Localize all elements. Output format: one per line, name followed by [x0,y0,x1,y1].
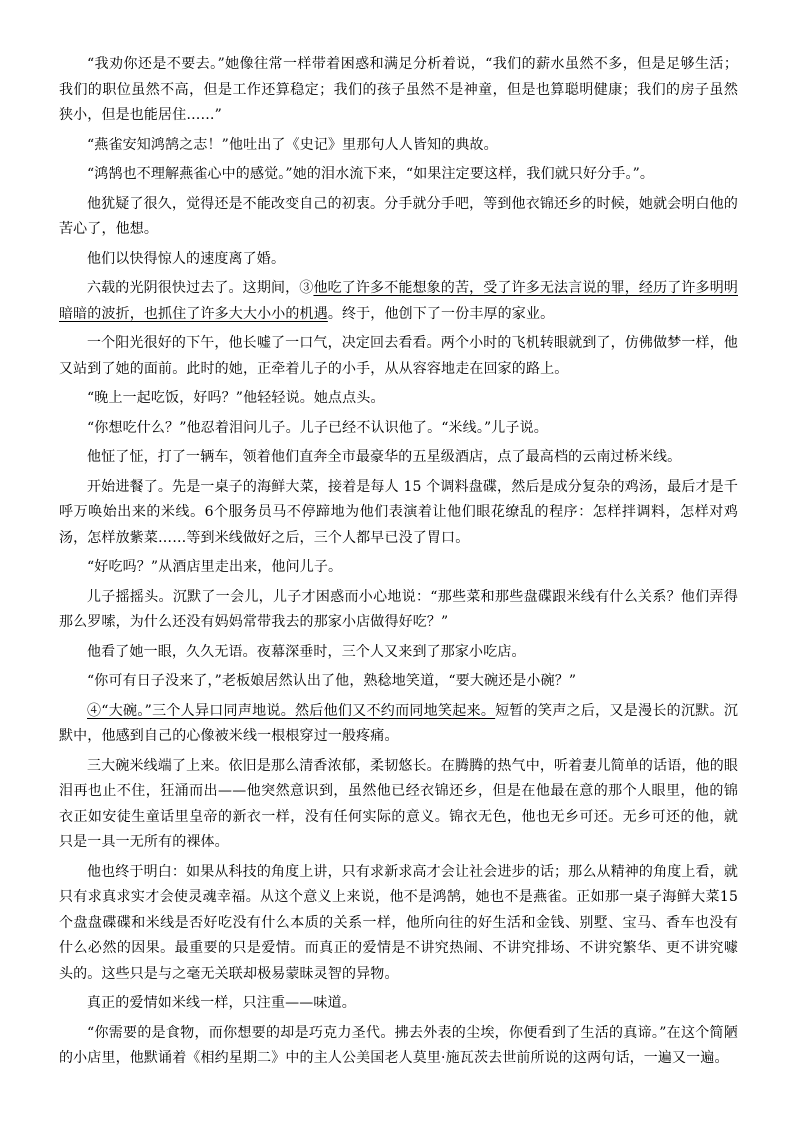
text-segment: “燕雀安知鸿鹄之志！”他吐出了《史记》里那句人人皆知的典故。 [87,136,498,153]
text-segment: “晚上一起吃饭，好吗？”他轻轻说。她点点头。 [87,390,385,406]
paragraph [59,331,738,382]
paragraph [59,276,738,327]
text-segment: 开始进餐了。先是一桌子的海鲜大菜，接着是每人 15 个调料盘碟，然后是成分复杂的鸡汤，最后才是千呼万唤始出来的米线。6个服务员马不停蹄地为他们表演着让他们眼花缭乱的程序：怎样拌调料，怎样对鸡汤，怎样放紫菜……等到米线做好之后，三个人都早已没了胃口。 [59,478,738,546]
paragraph [59,416,738,442]
paragraph [59,133,738,159]
paragraph [59,445,738,471]
paragraph [59,585,738,636]
text-segment: 三大碗米线端了上来。依旧是那么清香浓郁，柔韧悠长。在腾腾的热气中，听着妻儿简单的话语，他的眼泪再也止不住，狂涌而出——他突然意识到，虽然他已经衣锦还乡，但是在他最在意的那个人眼里，他的锦衣正如安徒生童话里皇帝的新衣一样，没有任何实际的意义。锦衣无色，他也无乡可还。无乡可还的他，就只是一具一无所有的裸体。 [59,757,738,850]
paragraph [59,386,738,412]
article-body [59,52,738,1072]
text-segment: 他也终于明白：如果从科技的角度上讲，只有求新求高才会让社会进步的话；那么从精神的角度上看，就只有求真求实才会使灵魂幸福。从这个意义上来说，他不是鸿鹄，她也不是燕雀。正如那一桌子海鲜大菜15个盘盘碟碟和米线是否好吃没有什么本质的关系一样，他所向往的好生活和金钱、别墅、宝马、香车也没有什么必然的因果。最重要的只是爱情。而真正的爱情是不讲究热闹、不讲究排场、不讲究繁华、更不讲究噱头的。这些只是与之毫无关联却极易蒙昧灵智的异物。 [59,863,738,982]
text-segment: 一个阳光很好的下午，他长嘘了一口气，决定回去看看。两个小时的飞机转眼就到了，仿佛做梦一样，他又站到了她的面前。此时的她，正牵着儿子的小手，从从容容地走在回家的路上。 [59,335,738,377]
text-segment: “你可有日子没来了，”老板娘居然认出了他，熟稔地笑道，“要大碗还是小碗？” [87,673,577,689]
text-segment: “鸿鹄也不理解燕雀心中的感觉。”她的泪水流下来，“如果注定要这样，我们就只好分手。”。 [87,166,655,182]
underlined-sentence: ④“大碗。”三个人异口同声地说。然后他们又不约而同地笑起来。 [87,702,496,719]
text-segment: “我劝你还是不要去。”她像往常一样带着困惑和满足分析着说，“我们的薪水虽然不多，但是足够生活；我们的职位虽然不高，但是工作还算稳定；我们的孩子虽然不是神童，但是也算聪明健康；我们的房子虽然狭小，但是也能居住……” [59,56,738,123]
paragraph [59,991,738,1017]
paragraph [59,247,738,273]
text-segment: 。终于，他创下了一份丰厚的家业。 [327,305,555,322]
paragraph [59,860,738,988]
paragraph [59,192,738,243]
text-segment: 儿子摇摇头。沉默了一会儿，儿子才困惑而小心地说：“那些菜和那些盘碟跟米线有什么关系？他们弄得那么罗嗦，为什么还没有妈妈常带我去的那家小店做得好吃？” [59,588,738,630]
paragraph [59,52,738,129]
text-segment: “你需要的是食物，而你想要的却是巧克力圣代。拂去外表的尘埃，你便看到了生活的真谛。”在这个简陋的小店里，他默诵着《相约星期二》中的主人公美国老人莫里·施瓦茨去世前所说的这两句话，一遍又一遍。 [59,1024,738,1066]
paragraph [59,699,738,750]
text-segment: 真正的爱情如米线一样，只注重——味道。 [87,995,356,1011]
text-segment: “你想吃什么？”他忍着泪问儿子。儿子已经不认识他了。“米线。”儿子说。 [87,419,548,436]
text-segment: 短暂的笑声之后，又是漫长的沉默。沉默中，他感到自己的心像被米线一根根穿过一般疼痛。 [59,702,738,744]
paragraph [59,754,738,856]
text-segment: 他们以快得惊人的速度离了婚。 [87,250,286,267]
paragraph [59,475,738,552]
text-segment: 他怔了怔，打了一辆车，领着他们直奔全市最豪华的五星级酒店，点了最高档的云南过桥米线。 [87,449,682,465]
underlined-sentence: 他吃了许多不能想象的苦，受了许多无法言说的罪，经历了许多明明暗暗的波折，也抓住了许多大大小小的机遇 [59,280,738,322]
text-segment: 他看了她一眼，久久无语。夜幕深垂时，三个人又来到了那家小吃店。 [87,643,526,660]
text-segment: 他犹疑了很久，觉得还是不能改变自己的初衷。分手就分手吧，等到他衣锦还乡的时候，她就会明白他的苦心了，他想。 [59,195,738,237]
paragraph [59,1021,738,1072]
text-segment: 六载的光阴很快过去了。这期间，③ [87,280,314,296]
text-segment: “好吃吗？”从酒店里走出来，他问儿子。 [87,559,343,575]
paragraph [59,640,738,666]
paragraph [59,669,738,695]
paragraph [59,555,738,581]
paragraph [59,162,738,188]
